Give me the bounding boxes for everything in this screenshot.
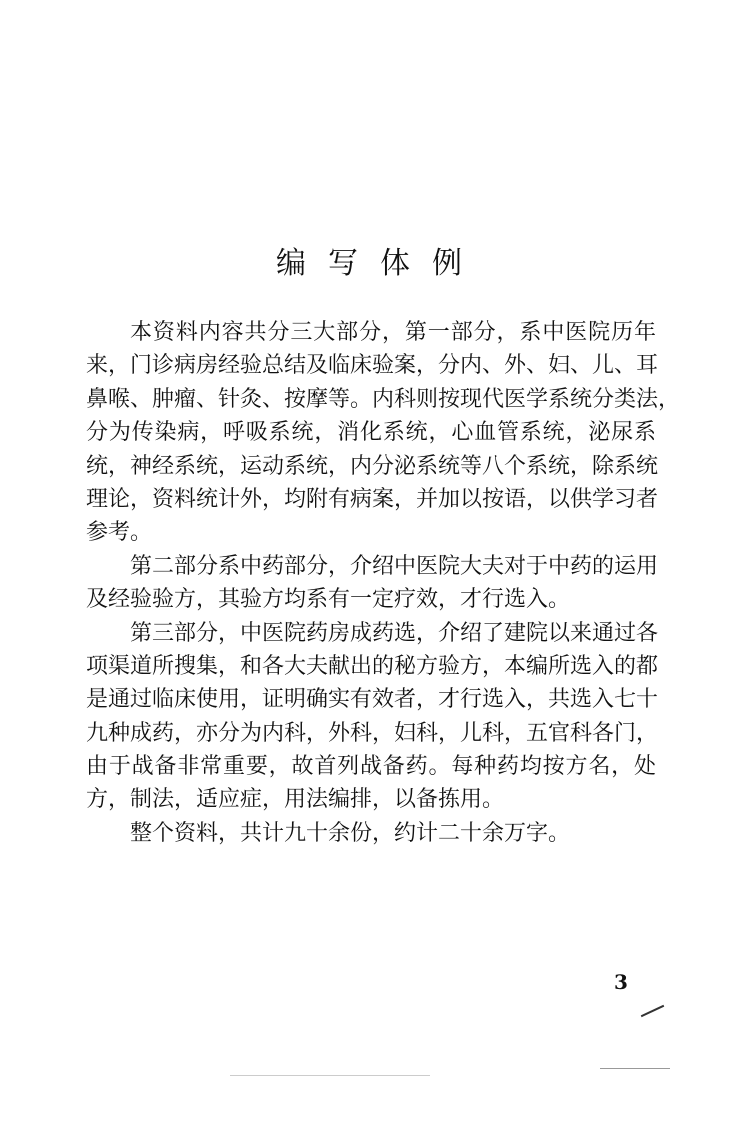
scan-mark [230, 1075, 430, 1076]
document-body [86, 316, 681, 850]
paragraph-1 [86, 316, 681, 550]
paragraph-3 [86, 617, 659, 817]
scan-mark [600, 1068, 670, 1069]
text-line: 方，制法，适应症，用法编排，以备拣用。 [86, 787, 505, 813]
paragraph-2 [86, 550, 659, 617]
text-line: 及经验验方，其验方均系有一定疗效，才行选入。 [86, 587, 571, 613]
text-line: 理论，资料统计外，均附有病案，并加以按语，以供学习者 [86, 486, 659, 512]
text-line: 分为传染病，呼吸系统，消化系统，心血管系统，泌尿系 [86, 420, 656, 446]
text-line: 参考。 [86, 520, 153, 546]
text-line: 由于战备非常重要，故首列战备药。每种药均按方名，处 [86, 754, 656, 780]
page-title: 编写体例 [276, 246, 484, 281]
text-line: 鼻喉、肿瘤、针灸、按摩等。内科则按现代医学系统分类法， [86, 386, 681, 412]
text-line: 九种成药，亦分为内科，外科，妇科，儿科，五官科各门， [86, 720, 659, 746]
paragraph-4 [86, 817, 656, 850]
text-line: 来，门诊病房经验总结及临床验案，分内、外、妇、儿、耳 [86, 353, 659, 379]
text-line: 本资料内容共分三大部分，第一部分，系中医院历年 [130, 320, 656, 345]
text-line: 第三部分，中医院药房成药选，介绍了建院以来通过各 [130, 620, 659, 646]
text-line: 是通过临床使用，证明确实有效者，才行选入，共选入七十 [86, 687, 659, 713]
text-line: 第二部分系中药部分，介绍中医院大夫对于中药的运用 [130, 553, 659, 579]
text-line: 整个资料，共计九十余份，约计二十余万字。 [130, 820, 571, 846]
scan-mark [641, 1005, 665, 1017]
text-line: 项渠道所搜集，和各大夫献出的秘方验方，本编所选入的都 [86, 653, 659, 679]
page-number: 3 [614, 970, 628, 994]
text-line: 统，神经系统，运动系统，内分泌系统等八个系统，除系统 [86, 453, 659, 479]
